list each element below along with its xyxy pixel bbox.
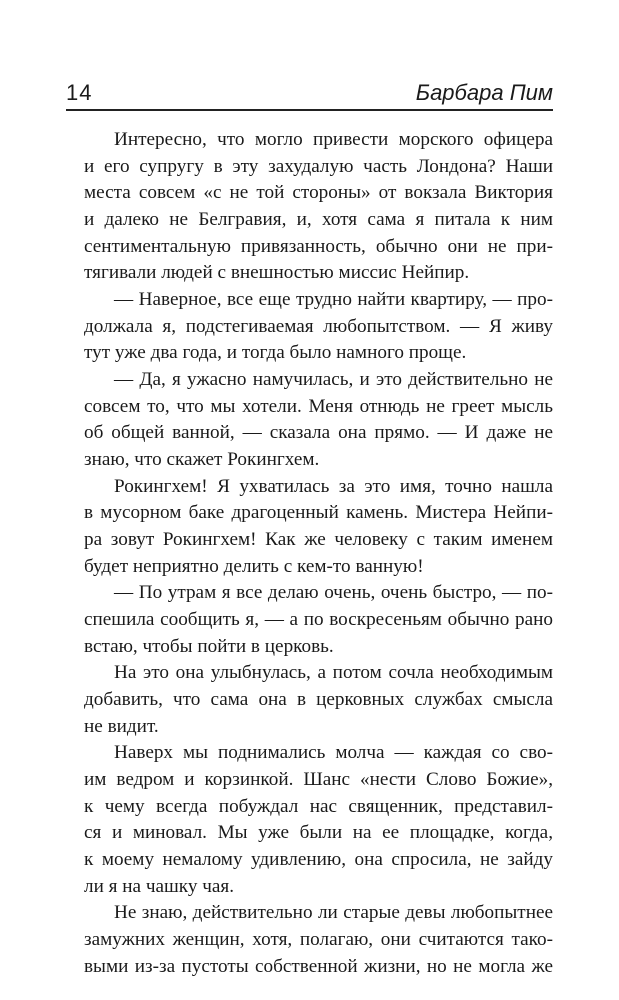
text-line <box>84 660 553 687</box>
text-line <box>84 420 553 447</box>
running-head <box>66 78 553 108</box>
text-line-content: встаю, чтобы пойти в церковь. <box>84 635 334 657</box>
text-line-content: тягивали людей с внешностью миссис Нейпир. <box>84 262 470 284</box>
text-line <box>84 794 553 821</box>
text-line <box>84 127 553 154</box>
text-line-content: должала я, подстегиваемая любопытством. — Я живу <box>84 315 553 337</box>
text-line-content: Рокингхем! Я ухватилась за это имя, точно нашла <box>114 475 553 497</box>
text-line <box>84 820 553 847</box>
text-line-content: к чему всегда побуждал нас священник, представил- <box>84 795 553 817</box>
text-line-content: — Да, я ужасно намучилась, и это действительно не <box>114 369 553 391</box>
text-line <box>84 207 553 234</box>
text-line-content: к моему немалому удивлению, она спросила, не зайду <box>84 849 553 871</box>
text-line <box>84 874 553 901</box>
text-line-content: ли я на чашку чая. <box>84 875 235 897</box>
text-line-content: знаю, что скажет Рокингхем. <box>84 449 320 471</box>
text-line-content: им ведром и корзинкой. Шанс «нести Слово Божие», <box>84 769 553 791</box>
text-line-content: и его супругу в эту захудалую часть Лондона? Наши <box>84 155 553 177</box>
text-line-content: и далеко не Белгравия, и, хотя сама я питала к ним <box>84 209 553 231</box>
header-rule <box>66 109 553 111</box>
text-line <box>84 954 553 981</box>
running-title: Барбара Пим <box>415 80 553 105</box>
text-line <box>84 340 553 367</box>
text-line <box>84 634 553 661</box>
text-line-content: замужних женщин, хотя, полагаю, они считаются тако- <box>84 929 553 951</box>
body-text <box>84 127 553 981</box>
text-line <box>84 554 553 581</box>
text-line-content: об общей ванной, — сказала она прямо. — И даже не <box>84 422 553 444</box>
text-line-content: места совсем «с не той стороны» от вокзала Виктория <box>84 182 553 204</box>
text-line <box>84 767 553 794</box>
text-line <box>84 314 553 341</box>
text-line <box>84 687 553 714</box>
text-line <box>84 287 553 314</box>
text-line-content: добавить, что сама она в церковных службах смысла <box>84 689 553 711</box>
text-line <box>84 607 553 634</box>
text-line <box>84 714 553 741</box>
text-line <box>84 154 553 181</box>
text-line-content: Наверх мы поднимались молча — каждая со сво- <box>114 742 553 764</box>
text-line-content: сентиментальную привязанность, обычно они не при- <box>84 235 553 257</box>
text-line <box>84 394 553 421</box>
text-line <box>84 900 553 927</box>
text-line <box>84 580 553 607</box>
text-line-content: Не знаю, действительно ли старые девы любопытнее <box>114 902 553 924</box>
text-line-content: — Наверное, все еще трудно найти квартиру, — про- <box>114 289 553 311</box>
text-line <box>84 500 553 527</box>
text-line-content: ра зовут Рокингхем! Как же человеку с таким именем <box>84 529 553 551</box>
text-line <box>84 367 553 394</box>
text-line-content: На это она улыбнулась, а потом сочла необходимым <box>114 662 553 684</box>
text-line <box>84 527 553 554</box>
text-line-content: тут уже два года, и тогда было намного проще. <box>84 342 467 364</box>
text-line <box>84 234 553 261</box>
text-line-content: будет неприятно делить с кем-то ванную! <box>84 555 424 577</box>
text-line-content: выми из-за пустоты собственной жизни, но не могла же <box>84 955 553 977</box>
text-line <box>84 927 553 954</box>
text-line-content: Интересно, что могло привести морского офицера <box>114 129 553 150</box>
text-line-content: ся и миновал. Мы уже были на ее площадке, когда, <box>84 822 553 844</box>
text-line <box>84 447 553 474</box>
text-line-content: в мусорном баке драгоценный камень. Мистера Нейпи- <box>84 502 553 524</box>
text-line <box>84 847 553 874</box>
text-line <box>84 180 553 207</box>
text-line-content: — По утрам я все делаю очень, очень быстро, — по- <box>114 582 553 604</box>
text-line-content: совсем то, что мы хотели. Меня отнюдь не греет мысль <box>84 395 553 417</box>
text-line <box>84 260 553 287</box>
text-line-content: спешила сообщить я, — а по воскресеньям обычно рано <box>84 609 553 631</box>
text-line <box>84 740 553 767</box>
text-line <box>84 474 553 501</box>
page-number: 14 <box>66 80 93 105</box>
text-line-content: не видит. <box>84 715 159 737</box>
